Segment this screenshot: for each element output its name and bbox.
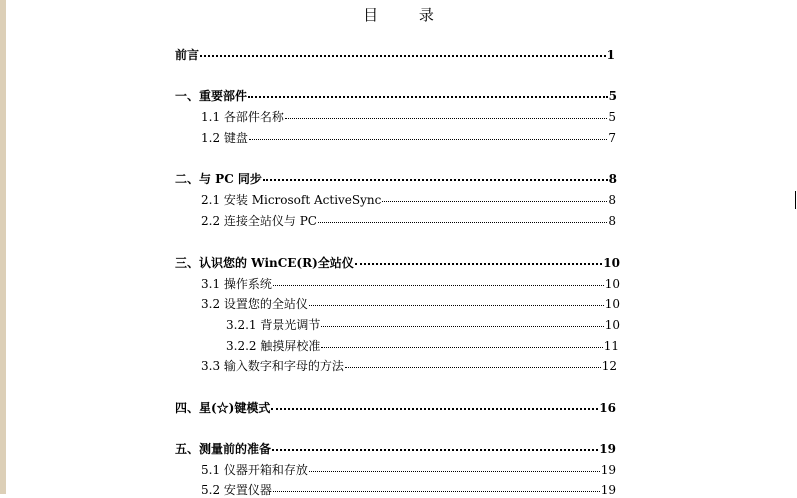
toc-entry-label: 五、测量前的准备	[175, 442, 272, 456]
toc-entry-label: 5.1 仪器开箱和存放	[201, 463, 308, 477]
toc-entry-3-2-1[interactable]	[226, 317, 620, 333]
toc-entry-label: 3.2 设置您的全站仪	[201, 297, 308, 311]
toc-entry-page: 8	[608, 214, 616, 228]
toc-entry-label: 2.2 连接全站仪与 PC	[201, 214, 317, 228]
dot-leader	[318, 221, 607, 223]
dot-leader	[309, 470, 600, 472]
dot-leader	[321, 346, 602, 348]
dot-leader	[273, 284, 604, 286]
toc-entry-label: 5.2 安置仪器	[201, 483, 272, 497]
toc-entry-1-1[interactable]	[201, 109, 616, 125]
toc-entry-page: 5	[608, 89, 617, 103]
toc-entry-label: 3.3 输入数字和字母的方法	[201, 359, 344, 373]
dot-leader	[309, 304, 604, 306]
dot-leader	[285, 117, 607, 119]
toc-entry-chapter-3[interactable]	[175, 255, 620, 271]
toc-entry-5-1[interactable]	[201, 462, 616, 478]
toc-entry-page: 10	[604, 318, 620, 332]
toc-entry-page: 8	[608, 193, 616, 207]
toc-title: 目 录	[363, 6, 452, 24]
toc-entry-chapter-1[interactable]	[175, 88, 617, 104]
toc-entry-label: 3.1 操作系统	[201, 277, 272, 291]
toc-entry-page: 10	[604, 297, 620, 311]
toc-entry-page: 19	[600, 463, 616, 477]
toc-entry-page: 10	[603, 256, 620, 270]
toc-entry-5-2[interactable]	[201, 482, 616, 498]
toc-entry-2-1[interactable]	[201, 192, 616, 208]
dot-leader	[382, 200, 607, 202]
toc-entry-3-1[interactable]	[201, 276, 620, 292]
toc-entry-page: 19	[599, 442, 616, 456]
toc-entry-3-2[interactable]	[201, 296, 620, 312]
toc-entry-page: 8	[608, 172, 617, 186]
dot-leader	[273, 490, 600, 492]
toc-entry-1-2[interactable]	[201, 130, 616, 146]
text-cursor-mark	[795, 191, 796, 209]
toc-entry-page: 5	[608, 110, 616, 124]
toc-entry-3-2-2[interactable]	[226, 338, 619, 354]
dot-leader	[345, 366, 601, 368]
toc-entry-label: 前言	[175, 48, 200, 62]
toc-entry-label: 3.2.1 背景光调节	[226, 318, 321, 332]
toc-entry-page: 11	[603, 339, 619, 353]
toc-entry-page: 1	[606, 48, 615, 62]
toc-entry-3-3[interactable]	[201, 358, 617, 374]
toc-entry-chapter-4[interactable]	[175, 400, 616, 416]
toc-entry-preface[interactable]	[175, 47, 615, 63]
toc-entry-label: 3.2.2 触摸屏校准	[226, 339, 321, 353]
dot-leader	[263, 178, 608, 181]
dot-leader	[200, 54, 606, 57]
toc-entry-page: 7	[608, 131, 616, 145]
toc-entry-label: 一、重要部件	[175, 89, 248, 103]
toc-entry-label: 1.1 各部件名称	[201, 110, 284, 124]
toc-entry-page: 12	[601, 359, 617, 373]
toc-entry-page: 19	[600, 483, 616, 497]
toc-entry-label: 2.1 安装 Microsoft ActiveSync	[201, 193, 382, 207]
dot-leader	[248, 95, 608, 98]
toc-entry-page: 16	[599, 401, 616, 415]
toc-entry-label: 四、星(☆)键模式	[175, 401, 271, 415]
dot-leader	[272, 448, 598, 451]
toc-entry-page: 10	[604, 277, 620, 291]
dot-leader	[321, 325, 603, 327]
dot-leader	[355, 262, 603, 265]
toc-entry-label: 1.2 键盘	[201, 131, 248, 145]
toc-entry-label: 二、与 PC 同步	[175, 172, 262, 186]
toc-entry-chapter-5[interactable]	[175, 441, 616, 457]
dot-leader	[271, 407, 598, 410]
dot-leader	[249, 138, 607, 140]
toc-entry-label: 三、认识您的 WinCE(R)全站仪	[175, 256, 354, 270]
toc-entry-chapter-2[interactable]	[175, 171, 617, 187]
toc-entry-2-2[interactable]	[201, 213, 616, 229]
